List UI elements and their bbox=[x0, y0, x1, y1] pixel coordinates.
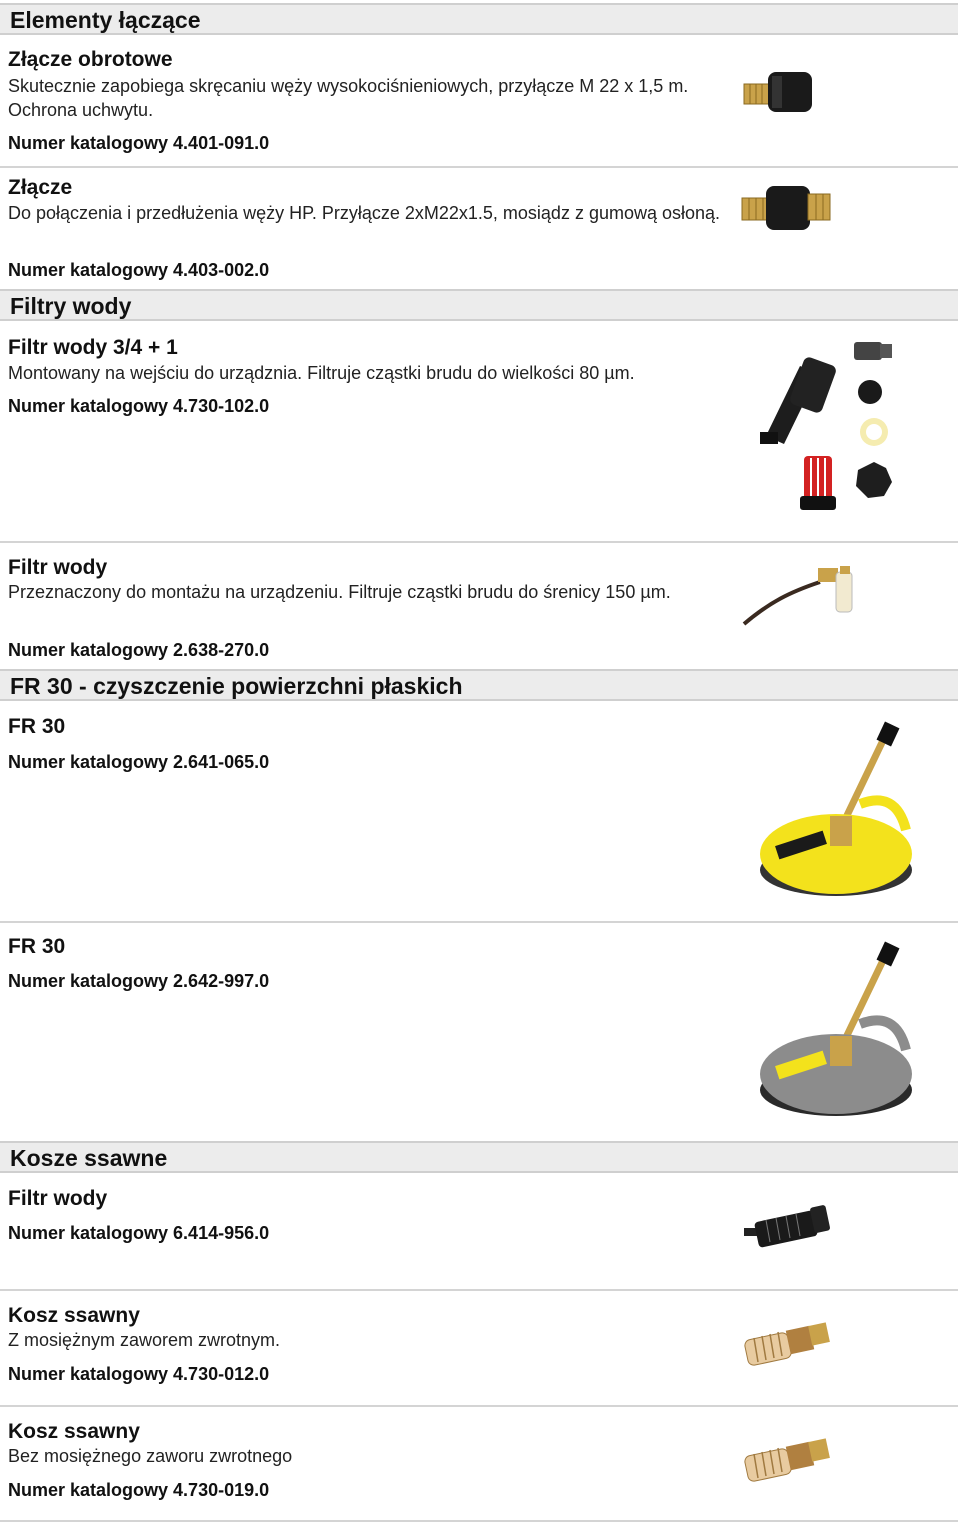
divider bbox=[0, 166, 958, 168]
product-description: Bez mosiężnego zaworu zwrotnego bbox=[8, 1446, 293, 1466]
hose-connector-icon bbox=[740, 178, 834, 238]
swivel-coupling-icon bbox=[740, 62, 820, 122]
suction-basket-icon bbox=[742, 1432, 834, 1488]
product-name: FR 30 bbox=[8, 715, 66, 738]
suction-filter-icon bbox=[742, 1198, 834, 1250]
section-title: Filtry wody bbox=[10, 293, 132, 319]
product-name: Złącze obrotowe bbox=[8, 48, 173, 71]
section-header-suction-baskets bbox=[0, 1141, 958, 1173]
suction-basket-brass-icon bbox=[742, 1316, 834, 1372]
product-name: Filtr wody bbox=[8, 1187, 108, 1210]
catalog-number: Numer katalogowy 4.730-012.0 bbox=[8, 1364, 270, 1384]
divider bbox=[0, 1405, 958, 1407]
catalog-number: Numer katalogowy 6.414-956.0 bbox=[8, 1223, 270, 1243]
section-title: Elementy łączące bbox=[10, 7, 201, 33]
catalog-number: Numer katalogowy 4.401-091.0 bbox=[8, 133, 270, 153]
section-title: Kosze ssawne bbox=[10, 1145, 168, 1171]
product-description: Z mosiężnym zaworem zwrotnym. bbox=[8, 1330, 281, 1350]
divider bbox=[0, 1520, 958, 1522]
water-filter-kit-icon bbox=[756, 336, 906, 522]
inline-water-filter-icon bbox=[740, 562, 860, 632]
section-header-connectors bbox=[0, 3, 958, 35]
divider bbox=[0, 541, 958, 543]
divider bbox=[0, 921, 958, 923]
section-title: FR 30 - czyszczenie powierzchni płaskich bbox=[10, 673, 463, 699]
divider bbox=[0, 1289, 958, 1291]
surface-cleaner-yellow-icon bbox=[756, 720, 916, 902]
product-description: Do połączenia i przedłużenia węży HP. Przyłącze 2xM22x1.5, mosiądz z gumową osłoną. bbox=[8, 203, 721, 223]
catalog-number: Numer katalogowy 4.730-019.0 bbox=[8, 1480, 270, 1500]
product-name: Kosz ssawny bbox=[8, 1304, 140, 1327]
catalog-number: Numer katalogowy 4.730-102.0 bbox=[8, 396, 270, 416]
product-description: Przeznaczony do montażu na urządzeniu. Filtruje cząstki brudu do śrenicy 150 µm. bbox=[8, 582, 671, 602]
product-name: Filtr wody bbox=[8, 556, 108, 579]
product-name: FR 30 bbox=[8, 935, 66, 958]
section-header-surface-cleaners bbox=[0, 669, 958, 701]
catalog-number: Numer katalogowy 2.638-270.0 bbox=[8, 640, 270, 660]
section-header-water-filters bbox=[0, 289, 958, 321]
product-description: Skutecznie zapobiega skręcaniu wężу wysokociśnieniowych, przyłącze M 22 x 1,5 m. Ochrona uchwytu. bbox=[8, 76, 689, 120]
catalog-number: Numer katalogowy 2.642-997.0 bbox=[8, 971, 270, 991]
product-name: Złącze bbox=[8, 176, 73, 199]
product-name: Kosz ssawny bbox=[8, 1420, 140, 1443]
surface-cleaner-grey-icon bbox=[756, 940, 916, 1122]
catalog-number: Numer katalogowy 2.641-065.0 bbox=[8, 752, 270, 772]
product-name: Filtr wody 3/4 + 1 bbox=[8, 336, 178, 359]
catalog-number: Numer katalogowy 4.403-002.0 bbox=[8, 260, 270, 280]
product-description: Montowany na wejściu do urządznia. Filtruje cząstki brudu do wielkości 80 µm. bbox=[8, 363, 635, 383]
